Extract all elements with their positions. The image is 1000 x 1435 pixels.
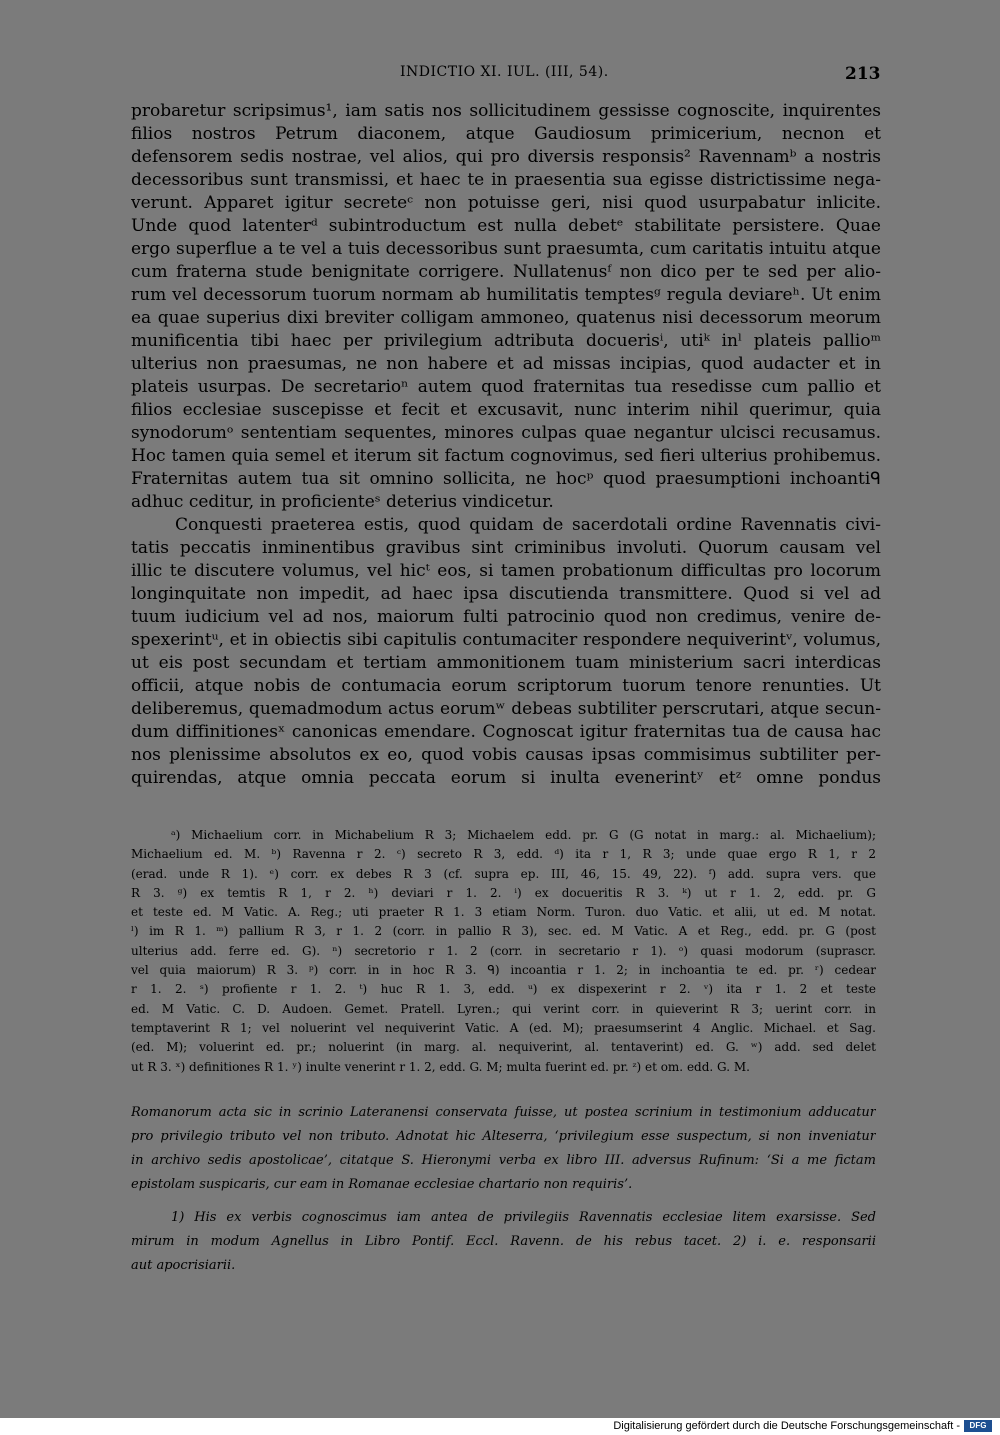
text-line <box>131 491 881 514</box>
line-text: rum vel decessorum tuorum normam ab humilitatis temptesᵍ regula deviareʰ. Ut enim <box>131 285 881 305</box>
note-line <box>131 1038 876 1057</box>
line-text: ulterius non praesumas, ne non habere et ad missas incipias, quod audacter et in <box>131 354 881 374</box>
line-text: adhuc ceditur, in proficienteˢ deterius vindicetur. <box>131 492 554 512</box>
text-line <box>131 560 881 583</box>
note-line <box>131 1000 876 1019</box>
text-line <box>131 698 881 721</box>
commentary-line <box>131 1101 876 1125</box>
text-line <box>131 192 881 215</box>
line-text: (ed. M); voluerint ed. pr.; noluerint (in marg. al. nequiverint, al. tentaverint) ed. G. ʷ) add. sed delet <box>131 1040 876 1055</box>
line-text: munificentia tibi haec per privilegium adtributa docuerisⁱ, utiᵏ inˡ plateis pallioᵐ <box>131 331 881 351</box>
note-line <box>131 865 876 884</box>
line-text: mirum in modum Agnellus in Libro Pontif. Eccl. Ravenn. de his rebus tacet. 2) i. e. responsarii <box>131 1234 876 1249</box>
note-line <box>131 942 876 961</box>
text-line <box>131 307 881 330</box>
line-text: cum fraterna stude benignitate corrigere. Nullatenusᶠ non dico per te sed per alio- <box>131 262 881 282</box>
line-text: filios ecclesiae suscepisse et fecit et excusavit, nunc interim nihil querimur, quia <box>131 400 881 420</box>
text-line <box>131 537 881 560</box>
note-line <box>131 826 876 845</box>
text-line <box>131 353 881 376</box>
line-text: probaretur scripsimus¹, iam satis nos sollicitudinem gessisse cognoscite, inquirentes <box>131 101 881 121</box>
text-line <box>131 445 881 468</box>
running-head: INDICTIO XI. IUL. (III, 54). <box>400 64 609 80</box>
line-text: Conquesti praeterea estis, quod quidam de sacerdotali ordine Ravennatis civi- <box>175 515 881 535</box>
line-text: decessoribus sunt transmissi, et haec te in praesentia sua egisse districtissime nega- <box>131 170 881 190</box>
line-text: tatis peccatis inminentibus gravibus sint criminibus involuti. Quorum causam vel <box>131 538 881 558</box>
text-line <box>131 606 881 629</box>
text-line <box>131 330 881 353</box>
text-line <box>131 215 881 238</box>
text-line <box>131 721 881 744</box>
line-text: pro privilegio tributo vel non tributo. Adnotat hic Alteserra, ‘privilegium esse suspectum, si non inveniatur <box>131 1129 876 1144</box>
line-text: epistolam suspicaris, cur eam in Romanae ecclesiae chartario non requiris’. <box>131 1177 633 1192</box>
text-line <box>131 629 881 652</box>
line-text: et teste ed. M Vatic. A. Reg.; uti praeter R 1. 3 etiam Norm. Turon. duo Vatic. et alii, ut ed. M notat. <box>131 905 876 920</box>
main-text <box>131 100 881 790</box>
text-line <box>131 169 881 192</box>
funding-notice: Digitalisierung gefördert durch die Deutsche Forschungsgemeinschaft - <box>613 1420 960 1432</box>
line-text: Hoc tamen quia semel et iterum sit factum cognovimus, sed fieri ulterius prohibemus. <box>131 446 881 466</box>
line-text: in archivo sedis apostolicae’, citatque S. Hieronymi verba ex libro III. adversus Rufinum: ‘Si a me fictam <box>131 1153 876 1168</box>
line-text: ea quae superius dixi breviter colligam ammoneo, quatenus nisi decessorum meorum <box>131 308 881 328</box>
line-text: longinquitate non impedit, ad haec ipsa discutienda transmittere. Quod si vel ad <box>131 584 881 604</box>
line-text: officii, atque nobis de contumacia eorum scriptorum tuorum tenore renunties. Ut <box>131 676 881 696</box>
note-line <box>131 1058 876 1077</box>
line-text: ergo superflue a te vel a tuis decessoribus sunt praesumta, cum caritatis intuitu atque <box>131 239 881 259</box>
line-text: (erad. unde R 1). ᵉ) corr. ex debes R 3 (cf. supra ep. III, 46, 15. 49, 22). ᶠ) add. supra vers. que <box>131 866 876 881</box>
text-line <box>131 284 881 307</box>
note-line <box>131 884 876 903</box>
line-text: ut R 3. ˣ) definitiones R 1. ʸ) inulte venerint r 1. 2, edd. G. M; multa fuerint ed. pr. ᶻ) et om. edd. G. M. <box>131 1059 750 1074</box>
text-line <box>131 238 881 261</box>
line-text: filios nostros Petrum diaconem, atque Gaudiosum primicerium, necnon et <box>131 124 881 144</box>
dfg-logo: DFG <box>964 1420 992 1432</box>
text-line <box>131 583 881 606</box>
note-line <box>131 903 876 922</box>
note-line <box>131 961 876 980</box>
commentary <box>131 1101 876 1197</box>
text-line <box>131 100 881 123</box>
text-line <box>131 514 881 537</box>
line-text: deliberemus, quemadmodum actus eorumʷ debeas subtiliter perscrutari, atque secun- <box>131 699 881 719</box>
text-line <box>131 744 881 767</box>
line-text: Romanorum acta sic in scrinio Lateranensi conservata fuisse, ut postea scrinium in testimonium adducatur <box>131 1105 876 1120</box>
commentary-line <box>131 1125 876 1149</box>
page-number: 213 <box>845 64 881 84</box>
line-text: ᵃ) Michaelium corr. in Michabelium R 3; Michaelem edd. pr. G (G notat in marg.: al. Michaelium); <box>171 828 876 842</box>
line-text: ˡ) im R 1. ᵐ) pallium R 3, r 1. 2 (corr. in pallio R 3), sec. ed. M Vatic. A et Reg., edd. pr. G (post <box>131 924 876 939</box>
line-text: aut apocrisiarii. <box>131 1258 236 1273</box>
line-text: ut eis post secundam et tertiam ammonitionem tuam ministerium sacri interdicas <box>131 653 881 673</box>
line-text: Unde quod latenterᵈ subintroductum est nulla debetᵉ stabilitate persistere. Quae <box>131 216 881 236</box>
line-text: plateis usurpas. De secretarioⁿ autem quod fraternitas tua resedisse cum pallio et <box>131 377 881 397</box>
line-text: ulterius add. ferre ed. G). ⁿ) secretorio r 1. 2 (corr. in secretario r 1). ᵒ) quasi modorum (suprascr. <box>131 943 876 958</box>
text-line <box>131 146 881 169</box>
text-line <box>131 399 881 422</box>
line-text: Michaelium ed. M. ᵇ) Ravenna r 2. ᶜ) secreto R 3, edd. ᵈ) ita r 1, R 3; unde quae ergo R 1, r 2 <box>131 847 876 862</box>
text-line <box>131 652 881 675</box>
critical-apparatus <box>131 826 876 1077</box>
commentary-line <box>131 1173 876 1197</box>
page-header <box>0 64 1000 84</box>
text-line <box>131 767 881 790</box>
text-line <box>131 123 881 146</box>
text-line <box>131 261 881 284</box>
note-line <box>131 980 876 999</box>
line-text: tuum iudicium vel ad nos, maiorum fulti patrocinio quod non credimus, venire de- <box>131 607 881 627</box>
text-line <box>131 468 881 491</box>
line-text: defensorem sedis nostrae, vel alios, qui pro diversis responsis² Ravennamᵇ a nostris <box>131 147 881 167</box>
line-text: R 3. ᵍ) ex temtis R 1, r 2. ʰ) deviari r 1. 2. ⁱ) ex docueritis R 3. ᵏ) ut r 1. 2, edd. pr. G <box>131 885 876 900</box>
line-text: ed. M Vatic. C. D. Audoen. Gemet. Pratell. Lyren.; qui verint corr. in quieverint R 3; uerint corr. in <box>131 1001 876 1016</box>
line-text: dum diffinitionesˣ canonicas emendare. Cognoscat igitur fraternitas tua de causa hac <box>131 722 881 742</box>
text-line <box>131 422 881 445</box>
line-text: vel quia maiorum) R 3. ᵖ) corr. in in hoc R 3. ᑫ) incoantia r 1. 2; in inchoantia te ed. pr. ʳ) cedear <box>131 963 876 978</box>
note-line <box>131 922 876 941</box>
text-line <box>131 675 881 698</box>
footnote-line <box>131 1254 876 1278</box>
footnote-line <box>131 1206 876 1230</box>
line-text: synodorumᵒ sententiam sequentes, minores culpas quae negantur ulcisci recusamus. <box>131 423 881 443</box>
text-line <box>131 376 881 399</box>
note-line <box>131 845 876 864</box>
line-text: nos plenissime absolutos ex eo, quod vobis causas ipsas commisimus subtiliter per- <box>131 745 881 765</box>
footer-bar <box>0 1418 1000 1435</box>
commentary-line <box>131 1149 876 1173</box>
line-text: r 1. 2. ˢ) profiente r 1. 2. ᵗ) huc R 1. 3, edd. ᵘ) ex dispexerint r 2. ᵛ) ita r 1. 2 et teste <box>131 982 876 997</box>
note-line <box>131 1019 876 1038</box>
line-text: quirendas, atque omnia peccata eorum si inulta evenerintʸ etᶻ omne pondus <box>131 768 881 788</box>
line-text: spexerintᵘ, et in obiectis sibi capitulis contumaciter respondere nequiverintᵛ, volumus, <box>131 630 881 650</box>
line-text: illic te discutere volumus, vel hicᵗ eos, si tamen probationum difficultas pro locorum <box>131 561 881 581</box>
line-text: verunt. Apparet igitur secreteᶜ non potuisse geri, nisi quod usurpabatur inlicite. <box>131 193 881 213</box>
line-text: temptaverint R 1; vel noluerint vel nequiverint Vatic. A (ed. M); praesumserint 4 Anglic. Michael. et Sag. <box>131 1020 876 1035</box>
line-text: 1) His ex verbis cognoscimus iam antea de privilegiis Ravennatis ecclesiae litem exarsisse. Sed <box>171 1210 876 1225</box>
line-text: Fraternitas autem tua sit omnino sollicita, ne hocᵖ quod praesumptioni inchoantiᑫ <box>131 469 881 489</box>
footnotes <box>131 1206 876 1278</box>
footnote-line <box>131 1230 876 1254</box>
